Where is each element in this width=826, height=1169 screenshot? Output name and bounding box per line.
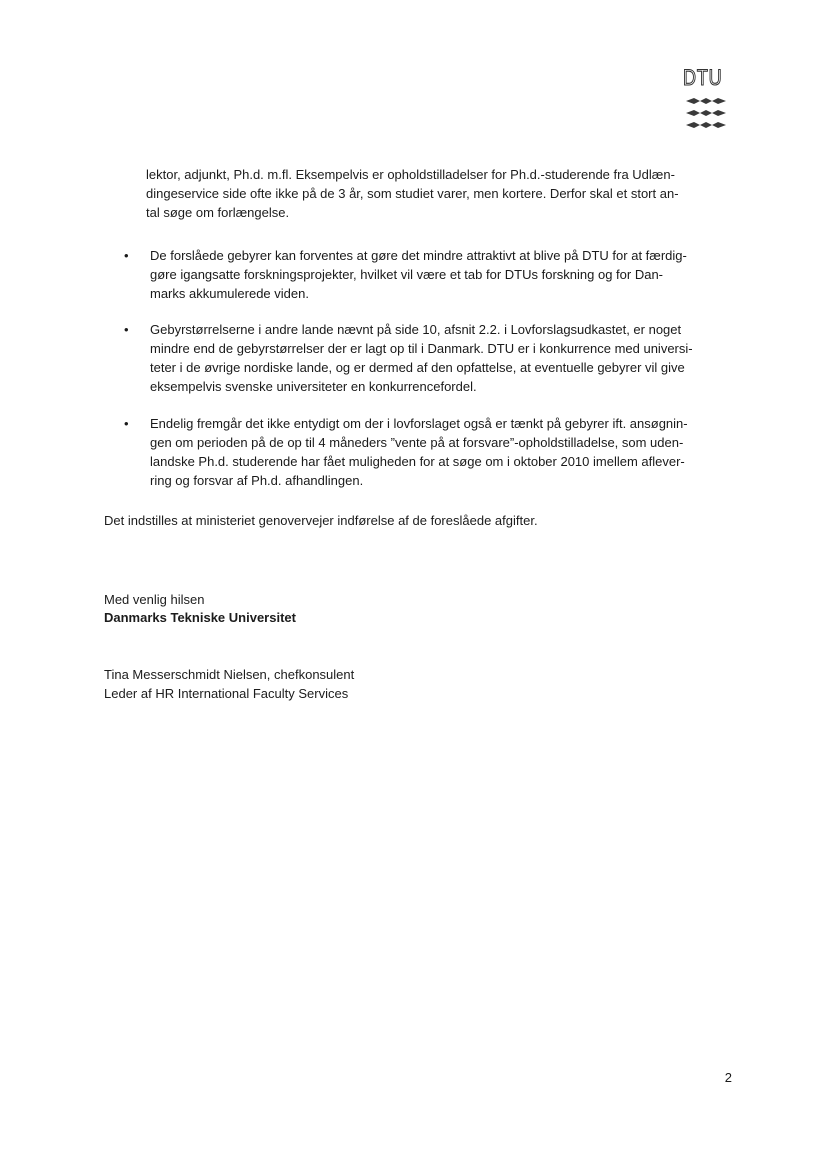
bullet-line: gen om perioden på de op til 4 måneders ”vente på at forsvare”-opholdstilladelse, som uden- bbox=[150, 435, 684, 450]
bullet-marker: • bbox=[124, 416, 129, 431]
bullet-line: teter i de øvrige nordiske lande, og er dermed af den opfattelse, at eventuelle gebyrer vil give bbox=[150, 360, 685, 375]
signer-title: Leder af HR International Faculty Services bbox=[104, 686, 349, 701]
continuation-paragraph bbox=[146, 165, 726, 222]
bullet-line: gøre igangsatte forskningsprojekter, hvilket vil være et tab for DTUs forskning og for Dan- bbox=[150, 267, 663, 282]
paragraph-line: dingeservice side ofte ikke på de 3 år, som studiet varer, men kortere. Derfor skal et stort an- bbox=[146, 186, 679, 201]
bullet-text bbox=[150, 320, 730, 396]
paragraph-line: tal søge om forlængelse. bbox=[146, 205, 290, 220]
bullet-line: De forslåede gebyrer kan forventes at gøre det mindre attraktivt at blive på DTU for at færdig- bbox=[150, 248, 687, 263]
closing-greeting: Med venlig hilsen bbox=[104, 592, 205, 607]
signer-name: Tina Messerschmidt Nielsen, chefkonsulent bbox=[104, 667, 355, 682]
recommendation-text: Det indstilles at ministeriet genovervejer indførelse af de foreslåede afgifter. bbox=[104, 513, 538, 528]
dtu-logo-emblem-icon bbox=[685, 96, 727, 130]
bullet-line: landske Ph.d. studerende har fået muligheden for at søge om i oktober 2010 imellem aflever- bbox=[150, 454, 685, 469]
bullet-line: marks akkumulerede viden. bbox=[150, 286, 309, 301]
bullet-line: mindre end de gebyrstørrelser der er lagt op til i Danmark. DTU er i konkurrence med universi- bbox=[150, 341, 693, 356]
bullet-line: Endelig fremgår det ikke entydigt om der i lovforslaget også er tænkt på gebyrer ift. ansøgnin- bbox=[150, 416, 688, 431]
bullet-line: ring og forsvar af Ph.d. afhandlingen. bbox=[150, 473, 364, 488]
bullet-line: eksempelvis svenske universiteter en konkurrencefordel. bbox=[150, 379, 477, 394]
bullet-marker: • bbox=[124, 322, 129, 337]
dtu-logo-text: DTU bbox=[683, 65, 723, 90]
bullet-marker: • bbox=[124, 248, 129, 263]
bullet-text bbox=[150, 246, 730, 303]
dtu-logo bbox=[683, 66, 727, 136]
page-number: 2 bbox=[724, 1070, 732, 1085]
bullet-text bbox=[150, 414, 730, 490]
paragraph-line: lektor, adjunkt, Ph.d. m.fl. Eksempelvis er opholdstilladelser for Ph.d.-studerende fra Udlæn- bbox=[146, 167, 675, 182]
bullet-line: Gebyrstørrelserne i andre lande nævnt på side 10, afsnit 2.2. i Lovforslagsudkastet, er noget bbox=[150, 322, 682, 337]
organization-name: Danmarks Tekniske Universitet bbox=[104, 610, 296, 625]
